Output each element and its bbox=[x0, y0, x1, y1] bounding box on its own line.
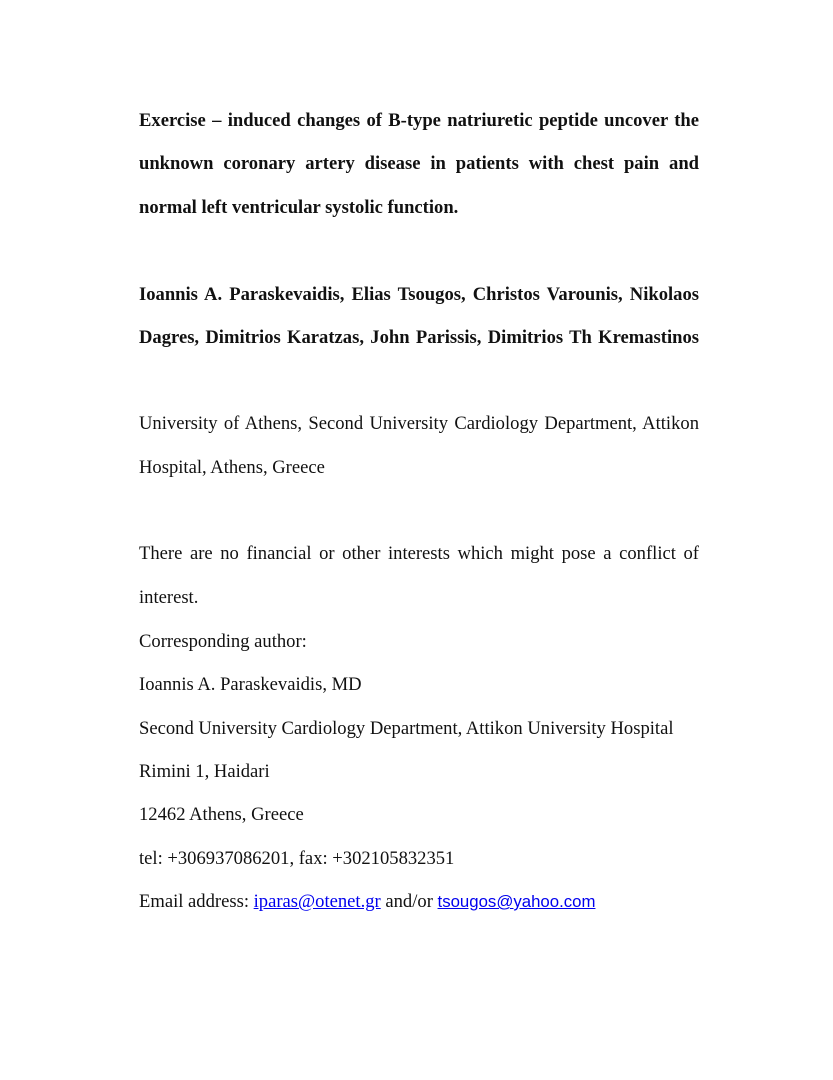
affiliation-line-1: University of Athens, Second University Cardiology Department, Attikon bbox=[139, 413, 699, 434]
corresponding-author-phone-fax: tel: +306937086201, fax: +302105832351 bbox=[139, 848, 455, 869]
conflict-line-2: interest. bbox=[139, 587, 199, 608]
authors-line-1: Ioannis A. Paraskevaidis, Elias Tsougos, Christos Varounis, Nikolaos bbox=[139, 284, 699, 305]
corresponding-author-name: Ioannis A. Paraskevaidis, MD bbox=[139, 674, 362, 695]
corresponding-author-email-line bbox=[139, 891, 595, 913]
email-link-iparas[interactable]: iparas@otenet.gr bbox=[253, 891, 381, 912]
conflict-line-1: There are no financial or other interests which might pose a conflict of bbox=[139, 543, 699, 564]
title-line-3: normal left ventricular systolic function. bbox=[139, 197, 459, 218]
email-link-tsougos[interactable]: tsougos@yahoo.com bbox=[437, 892, 596, 911]
title-line-2: unknown coronary artery disease in patients with chest pain and bbox=[139, 153, 699, 174]
email-label: Email address: bbox=[139, 891, 254, 912]
affiliation-line-2: Hospital, Athens, Greece bbox=[139, 457, 325, 478]
authors-line-2: Dagres, Dimitrios Karatzas, John Parissis, Dimitrios Th Kremastinos bbox=[139, 327, 699, 348]
email-joiner: and/or bbox=[380, 891, 438, 912]
corresponding-author-heading: Corresponding author: bbox=[139, 631, 307, 652]
corresponding-author-city: 12462 Athens, Greece bbox=[139, 804, 304, 825]
corresponding-author-street: Rimini 1, Haidari bbox=[139, 761, 270, 782]
corresponding-author-department: Second University Cardiology Department, Attikon University Hospital bbox=[139, 718, 674, 739]
title-line-1: Exercise – induced changes of B-type natriuretic peptide uncover the bbox=[139, 110, 699, 131]
